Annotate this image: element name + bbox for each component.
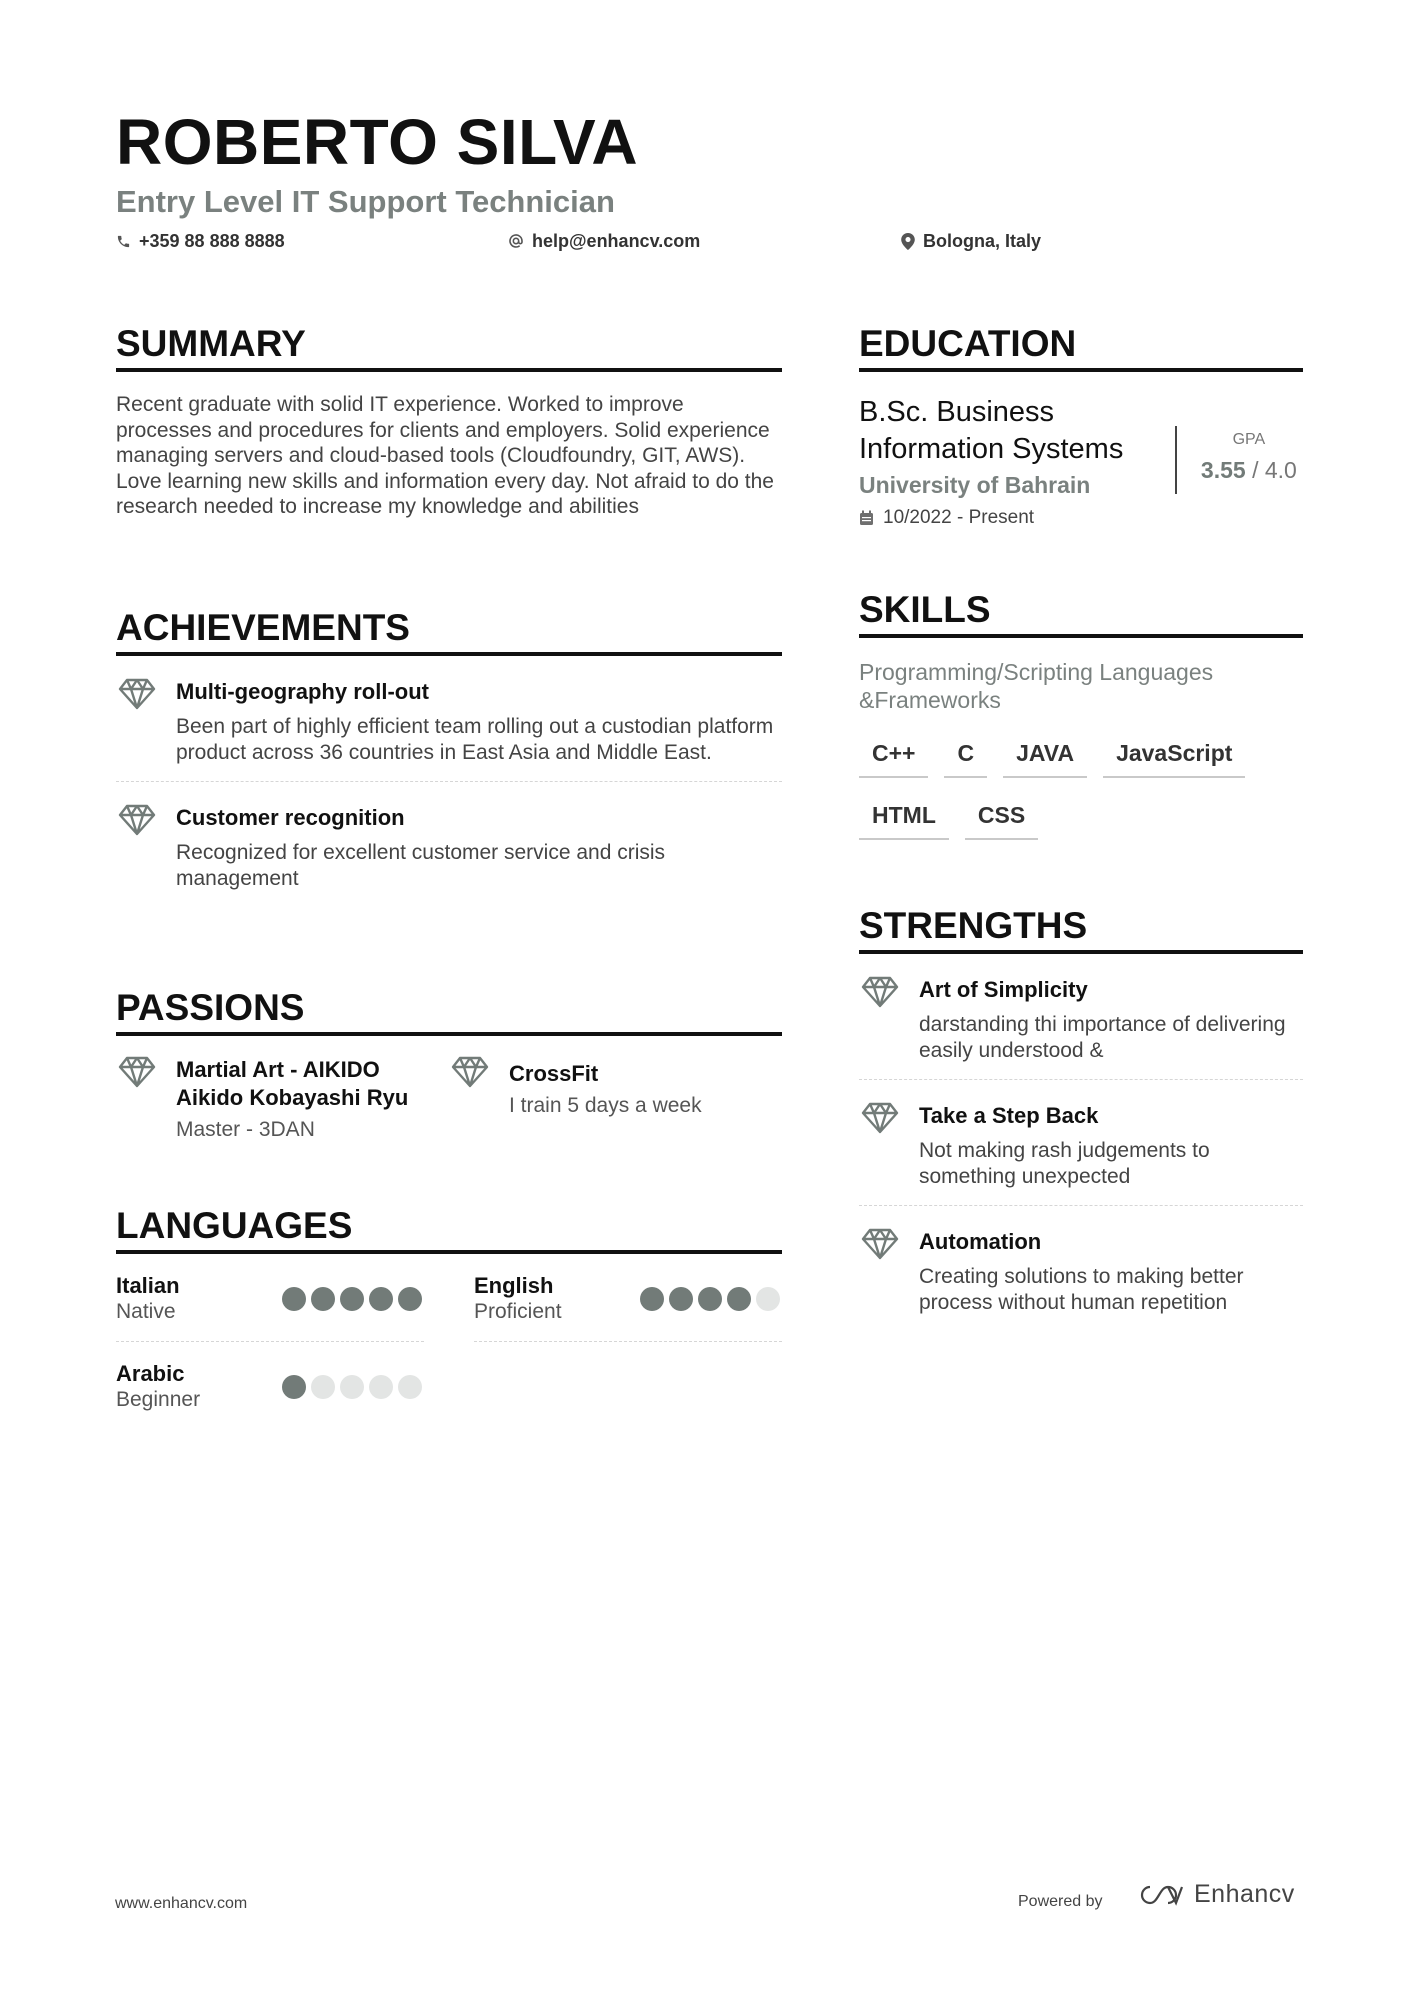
rating-dot-filled — [282, 1375, 306, 1399]
achievement-title: Multi-geography roll-out — [176, 679, 429, 704]
footer-url[interactable]: www.enhancv.com — [115, 1895, 248, 1912]
language-item — [116, 1342, 424, 1429]
strength-desc: Creating solutions to making better process without human repetition — [919, 1265, 1244, 1314]
passion-desc: Master - 3DAN — [176, 1118, 315, 1141]
achievement-item — [116, 656, 782, 782]
enhancv-logo-icon — [1138, 1883, 1184, 1907]
email-text: help@enhancv.com — [532, 231, 701, 251]
location-contact — [901, 228, 1041, 254]
language-name: Italian — [116, 1273, 180, 1298]
section-heading: PASSIONS — [116, 986, 782, 1036]
strengths-section — [859, 904, 1303, 1331]
strength-title: Automation — [919, 1229, 1042, 1254]
diamond-icon — [861, 1102, 899, 1134]
strength-desc: darstanding thi importance of delivering easily understood & — [919, 1013, 1286, 1062]
skill-category: Programming/Scripting Languages &Frameworks — [859, 659, 1214, 713]
strength-item — [859, 1206, 1303, 1331]
rating-dot-filled — [669, 1287, 693, 1311]
gpa-score: 3.55 — [1200, 457, 1246, 483]
phone-text: +359 88 888 8888 — [139, 231, 285, 251]
language-rating — [640, 1287, 780, 1311]
achievement-desc: Recognized for excellent customer service and crisis management — [176, 841, 666, 890]
language-level: Native — [116, 1300, 176, 1323]
language-level: Beginner — [116, 1388, 201, 1411]
section-heading: SKILLS — [859, 588, 1303, 638]
strength-item — [859, 954, 1303, 1080]
section-heading: ACHIEVEMENTS — [116, 606, 782, 656]
rating-dot-empty — [756, 1287, 780, 1311]
strength-title: Take a Step Back — [919, 1103, 1099, 1128]
strength-item — [859, 1080, 1303, 1206]
rating-dot-empty — [398, 1375, 422, 1399]
passions-section — [116, 986, 782, 1144]
section-heading: LANGUAGES — [116, 1204, 782, 1254]
achievements-section — [116, 606, 782, 907]
passion-title: CrossFit — [509, 1061, 599, 1086]
rating-dot-filled — [698, 1287, 722, 1311]
diamond-icon — [861, 976, 899, 1008]
rating-dot-filled — [727, 1287, 751, 1311]
summary-text: Recent graduate with solid IT experience. Worked to improve processes and procedures for clients and employers. Solid experience managing servers and cloud-based tools (Cloudfoundry, GIT, AWS). Love learning new skills and information every day. Not afraid to do the research needed to increase my knowledge and abilities — [116, 393, 774, 518]
achievement-desc: Been part of highly efficient team rolling out a custodian platform product across 36 countries in East Asia and Middle East. — [176, 715, 774, 764]
skill-tag: C++ — [859, 732, 928, 778]
passion-desc: I train 5 days a week — [509, 1094, 702, 1117]
summary-section — [116, 322, 782, 520]
candidate-name: ROBERTO SILVA — [116, 106, 639, 178]
brand-logo[interactable] — [1138, 1880, 1295, 1909]
email-contact — [508, 228, 700, 254]
calendar-icon — [859, 510, 874, 526]
rating-dot-filled — [311, 1287, 335, 1311]
language-name: English — [474, 1273, 554, 1298]
achievement-title: Customer recognition — [176, 805, 405, 830]
diamond-icon — [118, 804, 156, 836]
passion-title: Martial Art - AIKIDO Aikido Kobayashi Ryu — [176, 1057, 409, 1110]
passion-item — [116, 1056, 449, 1144]
degree-title: B.Sc. Business Information Systems — [859, 396, 1124, 465]
passion-item — [449, 1056, 782, 1144]
phone-icon — [116, 234, 131, 249]
language-rating — [282, 1287, 422, 1311]
gpa-value: 3.55 / 4.0 — [1200, 457, 1297, 483]
skills-section — [859, 588, 1303, 840]
language-name: Arabic — [116, 1361, 185, 1386]
education-date-text: 10/2022 - Present — [883, 507, 1035, 528]
languages-section — [116, 1204, 782, 1429]
rating-dot-empty — [311, 1375, 335, 1399]
language-level: Proficient — [474, 1300, 562, 1323]
gpa-label: GPA — [1232, 431, 1266, 448]
language-item — [116, 1254, 424, 1342]
rating-dot-empty — [369, 1375, 393, 1399]
section-heading: STRENGTHS — [859, 904, 1303, 954]
language-item — [474, 1254, 782, 1342]
skill-tags — [859, 732, 1299, 840]
skill-tag: C — [944, 732, 987, 778]
at-icon — [508, 233, 524, 249]
phone-contact — [116, 228, 285, 254]
diamond-icon — [451, 1056, 489, 1088]
diamond-icon — [118, 678, 156, 710]
skill-tag: JAVA — [1003, 732, 1087, 778]
education-section — [859, 322, 1303, 532]
skill-tag: HTML — [859, 794, 949, 840]
diamond-icon — [861, 1228, 899, 1260]
location-pin-icon — [901, 233, 915, 250]
achievement-item — [116, 782, 782, 907]
location-text: Bologna, Italy — [923, 231, 1042, 251]
job-title: Entry Level IT Support Technician — [116, 184, 615, 219]
footer-powered-by: Powered by — [1018, 1893, 1103, 1910]
skill-tag: CSS — [965, 794, 1038, 840]
education-date — [859, 504, 1151, 532]
strength-desc: Not making rash judgements to something unexpected — [919, 1139, 1210, 1188]
section-heading: EDUCATION — [859, 322, 1303, 372]
rating-dot-filled — [398, 1287, 422, 1311]
section-heading: SUMMARY — [116, 322, 782, 372]
rating-dot-filled — [282, 1287, 306, 1311]
brand-name: Enhancv — [1194, 1880, 1295, 1908]
skill-tag: JavaScript — [1103, 732, 1245, 778]
diamond-icon — [118, 1056, 156, 1088]
strength-title: Art of Simplicity — [919, 977, 1088, 1002]
gpa-max: 4.0 — [1264, 457, 1297, 483]
rating-dot-filled — [640, 1287, 664, 1311]
rating-dot-filled — [340, 1287, 364, 1311]
rating-dot-filled — [369, 1287, 393, 1311]
rating-dot-empty — [340, 1375, 364, 1399]
gpa-box — [1175, 426, 1303, 494]
language-rating — [282, 1375, 422, 1399]
school-name: University of Bahrain — [859, 472, 1091, 498]
